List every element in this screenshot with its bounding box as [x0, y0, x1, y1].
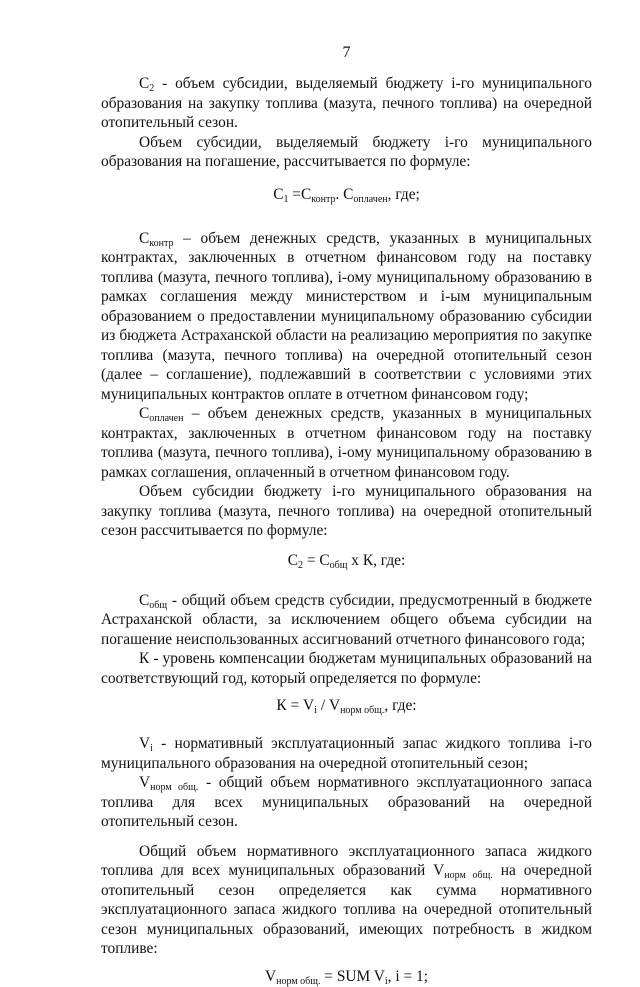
paragraph-c-oplachen-definition: $С_{оплачен}$ – объем денежных средств, указанных в муниципальных контрактах, заключенных в отчетном финансовом году на поставку топлива (мазута, печного топлива), і-ому муниципальному образованию в рамках соглашения, оплаченный в отчетном финансовом году. [101, 405, 592, 481]
paragraph-c1-intro: Объем субсидии, выделяемый бюджету і-го муниципального образования на погашение, рассчитывается по формуле: [101, 133, 592, 170]
paragraph-c2-definition: $С_2$ - объем субсидии, выделяемый бюджету і-го муниципального образования на закупку топлива (мазута, печного топлива) на очередной отопительный сезон. [101, 75, 592, 131]
paragraph-vnorm-definition: $V_{норм общ.}$ - общий объем нормативного эксплуатационного запаса топлива для всех муниципальных образований на очередной отопительный сезон. [101, 774, 592, 830]
formula-c2: $С_2 = С_{общ}$ х К, где: [287, 551, 406, 571]
paragraph-vi-definition: $V_і$ - нормативный эксплуатационный запас жидкого топлива і-го муниципального образования на очередной отопительный сезон; [101, 735, 592, 772]
formula-k: $К = V_і / V_{норм общ.}$, где: [276, 697, 417, 716]
paragraph-c2-intro: Объем субсидии бюджету і-го муниципального образования на закупку топлива (мазута, печного топлива) на очередной отопительный сезон рассчитывается по формуле: [101, 483, 592, 539]
page-number: 7 [342, 44, 351, 61]
paragraph-c-obsch-definition: $С_{общ}$ - общий объем средств субсидии, предусмотренный в бюджете Астраханской области, за исключением общего объема субсидии на погашение неиспользованных ассигнований отчетного финансового года; [101, 591, 592, 648]
paragraph-c-kontr-definition: $С_{контр}$ – объем денежных средств, указанных в муниципальных контрактах, заключенных в отчетном финансовом году на поставку топлива (мазута, печного топлива), і-ому муниципальному образованию в рамках соглашения между министерством и і-ым муниципальным образованием о предоставлении муниципальному образованию субсидии из бюджета Астраханской области на реализацию мероприятия по закупке топлива (мазута, печного топлива) на очередной отопительный сезон (далее – соглашение), подлежавший в соответствии с условиями этих муниципальных контрактов оплате в отчетном финансовом году; [101, 229, 592, 403]
formula-vnorm-sum: $V_{норм общ.}$ = SUM $V_і$, і = 1; [265, 967, 428, 987]
paragraph-k-definition: К - уровень компенсации бюджетам муниципальных образований на соответствующий год, который определяется по формуле: [101, 650, 592, 687]
paragraph-vnorm-total: Общий объем нормативного эксплуатационного запаса жидкого топлива для всех муниципальных образований $V_{норм общ.}$ на очередной отопительный сезон определяется как сумма нормативного эксплуатационного запаса жидкого топлива на очередной отопительный сезон муниципальных образований, имеющих потребность в жидком топливе: [101, 842, 592, 957]
formula-c1: $С_1 =С_{контр}$. $С_{оплачен}$, где; [273, 185, 420, 205]
